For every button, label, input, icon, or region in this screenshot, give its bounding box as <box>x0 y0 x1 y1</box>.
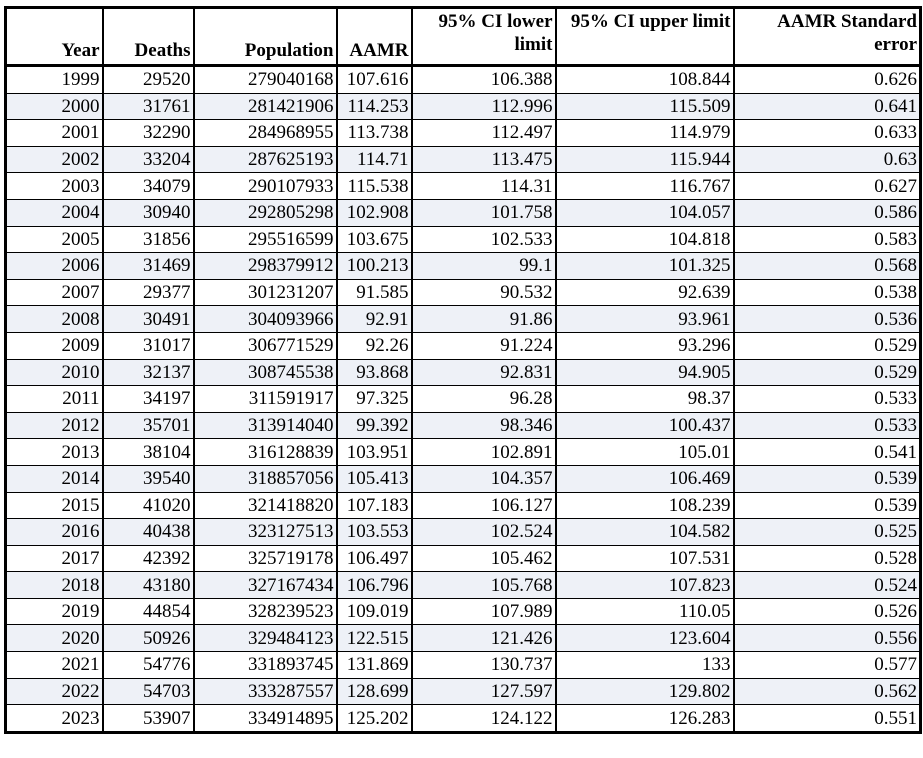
cell-population: 331893745 <box>194 652 337 679</box>
table-row <box>6 199 921 226</box>
cell-ci-upper: 104.057 <box>556 199 734 226</box>
cell-aamr: 131.869 <box>337 652 412 679</box>
cell-standard-error: 0.524 <box>734 572 921 599</box>
cell-population: 306771529 <box>194 332 337 359</box>
cell-standard-error: 0.533 <box>734 386 921 413</box>
cell-population: 284968955 <box>194 120 337 147</box>
cell-population: 281421906 <box>194 93 337 120</box>
table-row <box>6 598 921 625</box>
cell-year: 2009 <box>6 332 103 359</box>
table-row <box>6 412 921 439</box>
cell-aamr: 103.951 <box>337 439 412 466</box>
cell-aamr: 92.26 <box>337 332 412 359</box>
cell-population: 313914040 <box>194 412 337 439</box>
cell-standard-error: 0.551 <box>734 705 921 733</box>
table-row <box>6 226 921 253</box>
cell-year: 2007 <box>6 279 103 306</box>
cell-year: 2010 <box>6 359 103 386</box>
header-deaths: Deaths <box>103 8 194 66</box>
table-row <box>6 93 921 120</box>
cell-deaths: 31761 <box>103 93 194 120</box>
header-row <box>6 8 921 66</box>
cell-standard-error: 0.583 <box>734 226 921 253</box>
table-row <box>6 173 921 200</box>
cell-standard-error: 0.528 <box>734 545 921 572</box>
header-standard-error: AAMR Standard error <box>734 8 921 66</box>
cell-population: 290107933 <box>194 173 337 200</box>
cell-standard-error: 0.536 <box>734 306 921 333</box>
cell-ci-lower: 130.737 <box>412 652 556 679</box>
table-row <box>6 120 921 147</box>
cell-ci-upper: 107.823 <box>556 572 734 599</box>
cell-standard-error: 0.586 <box>734 199 921 226</box>
cell-deaths: 30491 <box>103 306 194 333</box>
cell-aamr: 103.675 <box>337 226 412 253</box>
cell-population: 295516599 <box>194 226 337 253</box>
cell-deaths: 40438 <box>103 519 194 546</box>
cell-year: 2020 <box>6 625 103 652</box>
header-ci-upper: 95% CI upper limit <box>556 8 734 66</box>
cell-deaths: 44854 <box>103 598 194 625</box>
cell-population: 292805298 <box>194 199 337 226</box>
cell-deaths: 43180 <box>103 572 194 599</box>
cell-population: 328239523 <box>194 598 337 625</box>
cell-ci-lower: 106.388 <box>412 66 556 94</box>
cell-population: 333287557 <box>194 678 337 705</box>
table-row <box>6 279 921 306</box>
cell-ci-lower: 114.31 <box>412 173 556 200</box>
cell-aamr: 122.515 <box>337 625 412 652</box>
cell-year: 2006 <box>6 253 103 280</box>
cell-aamr: 107.183 <box>337 492 412 519</box>
cell-aamr: 106.796 <box>337 572 412 599</box>
cell-year: 2013 <box>6 439 103 466</box>
cell-ci-lower: 106.127 <box>412 492 556 519</box>
mortality-data-table <box>4 6 922 734</box>
cell-standard-error: 0.529 <box>734 359 921 386</box>
cell-year: 2018 <box>6 572 103 599</box>
cell-standard-error: 0.541 <box>734 439 921 466</box>
cell-year: 2021 <box>6 652 103 679</box>
cell-aamr: 105.413 <box>337 465 412 492</box>
cell-year: 2005 <box>6 226 103 253</box>
table-row <box>6 572 921 599</box>
cell-ci-upper: 123.604 <box>556 625 734 652</box>
table-row <box>6 332 921 359</box>
cell-ci-upper: 100.437 <box>556 412 734 439</box>
header-aamr: AAMR <box>337 8 412 66</box>
cell-ci-lower: 113.475 <box>412 146 556 173</box>
table-row <box>6 253 921 280</box>
cell-deaths: 33204 <box>103 146 194 173</box>
cell-population: 279040168 <box>194 66 337 94</box>
cell-standard-error: 0.626 <box>734 66 921 94</box>
cell-population: 321418820 <box>194 492 337 519</box>
cell-deaths: 34079 <box>103 173 194 200</box>
cell-deaths: 31017 <box>103 332 194 359</box>
cell-standard-error: 0.633 <box>734 120 921 147</box>
cell-year: 2001 <box>6 120 103 147</box>
cell-ci-upper: 108.844 <box>556 66 734 94</box>
table-row <box>6 146 921 173</box>
cell-population: 323127513 <box>194 519 337 546</box>
cell-ci-lower: 127.597 <box>412 678 556 705</box>
cell-aamr: 93.868 <box>337 359 412 386</box>
header-population: Population <box>194 8 337 66</box>
cell-year: 2000 <box>6 93 103 120</box>
cell-standard-error: 0.525 <box>734 519 921 546</box>
cell-standard-error: 0.641 <box>734 93 921 120</box>
cell-deaths: 31856 <box>103 226 194 253</box>
cell-ci-lower: 102.891 <box>412 439 556 466</box>
cell-ci-lower: 104.357 <box>412 465 556 492</box>
cell-aamr: 113.738 <box>337 120 412 147</box>
cell-deaths: 32290 <box>103 120 194 147</box>
cell-population: 298379912 <box>194 253 337 280</box>
cell-aamr: 102.908 <box>337 199 412 226</box>
cell-deaths: 53907 <box>103 705 194 733</box>
cell-ci-upper: 105.01 <box>556 439 734 466</box>
cell-year: 2008 <box>6 306 103 333</box>
table-row <box>6 705 921 733</box>
cell-standard-error: 0.556 <box>734 625 921 652</box>
cell-ci-upper: 93.961 <box>556 306 734 333</box>
cell-population: 308745538 <box>194 359 337 386</box>
cell-ci-upper: 110.05 <box>556 598 734 625</box>
cell-ci-lower: 102.524 <box>412 519 556 546</box>
cell-population: 287625193 <box>194 146 337 173</box>
cell-deaths: 30940 <box>103 199 194 226</box>
cell-ci-lower: 102.533 <box>412 226 556 253</box>
cell-ci-upper: 104.818 <box>556 226 734 253</box>
table-row <box>6 306 921 333</box>
cell-ci-lower: 90.532 <box>412 279 556 306</box>
cell-ci-lower: 105.462 <box>412 545 556 572</box>
cell-aamr: 107.616 <box>337 66 412 94</box>
table-row <box>6 492 921 519</box>
cell-standard-error: 0.577 <box>734 652 921 679</box>
cell-deaths: 54776 <box>103 652 194 679</box>
cell-population: 329484123 <box>194 625 337 652</box>
cell-ci-lower: 91.224 <box>412 332 556 359</box>
cell-standard-error: 0.539 <box>734 465 921 492</box>
cell-year: 1999 <box>6 66 103 94</box>
table-row <box>6 439 921 466</box>
cell-year: 2012 <box>6 412 103 439</box>
table-row <box>6 625 921 652</box>
cell-standard-error: 0.63 <box>734 146 921 173</box>
cell-deaths: 29520 <box>103 66 194 94</box>
cell-population: 318857056 <box>194 465 337 492</box>
cell-deaths: 34197 <box>103 386 194 413</box>
cell-population: 334914895 <box>194 705 337 733</box>
cell-ci-upper: 107.531 <box>556 545 734 572</box>
cell-aamr: 99.392 <box>337 412 412 439</box>
cell-aamr: 91.585 <box>337 279 412 306</box>
cell-standard-error: 0.526 <box>734 598 921 625</box>
cell-year: 2015 <box>6 492 103 519</box>
cell-aamr: 128.699 <box>337 678 412 705</box>
cell-ci-upper: 116.767 <box>556 173 734 200</box>
cell-standard-error: 0.568 <box>734 253 921 280</box>
cell-ci-upper: 98.37 <box>556 386 734 413</box>
cell-aamr: 100.213 <box>337 253 412 280</box>
cell-ci-lower: 112.996 <box>412 93 556 120</box>
table-row <box>6 678 921 705</box>
cell-ci-lower: 107.989 <box>412 598 556 625</box>
cell-ci-lower: 105.768 <box>412 572 556 599</box>
cell-aamr: 114.253 <box>337 93 412 120</box>
cell-ci-upper: 115.509 <box>556 93 734 120</box>
table-row <box>6 545 921 572</box>
cell-aamr: 97.325 <box>337 386 412 413</box>
header-year: Year <box>6 8 103 66</box>
cell-standard-error: 0.538 <box>734 279 921 306</box>
cell-deaths: 31469 <box>103 253 194 280</box>
cell-year: 2014 <box>6 465 103 492</box>
cell-ci-lower: 92.831 <box>412 359 556 386</box>
cell-year: 2022 <box>6 678 103 705</box>
cell-year: 2003 <box>6 173 103 200</box>
cell-ci-upper: 126.283 <box>556 705 734 733</box>
cell-deaths: 42392 <box>103 545 194 572</box>
cell-deaths: 35701 <box>103 412 194 439</box>
cell-aamr: 114.71 <box>337 146 412 173</box>
cell-year: 2002 <box>6 146 103 173</box>
cell-aamr: 115.538 <box>337 173 412 200</box>
cell-aamr: 103.553 <box>337 519 412 546</box>
cell-aamr: 109.019 <box>337 598 412 625</box>
table-row <box>6 66 921 94</box>
cell-standard-error: 0.562 <box>734 678 921 705</box>
cell-deaths: 50926 <box>103 625 194 652</box>
cell-standard-error: 0.539 <box>734 492 921 519</box>
cell-ci-lower: 121.426 <box>412 625 556 652</box>
cell-population: 327167434 <box>194 572 337 599</box>
cell-ci-upper: 115.944 <box>556 146 734 173</box>
cell-population: 311591917 <box>194 386 337 413</box>
cell-year: 2017 <box>6 545 103 572</box>
cell-deaths: 41020 <box>103 492 194 519</box>
table-body <box>6 66 921 733</box>
cell-ci-lower: 101.758 <box>412 199 556 226</box>
cell-year: 2023 <box>6 705 103 733</box>
cell-ci-lower: 124.122 <box>412 705 556 733</box>
cell-deaths: 54703 <box>103 678 194 705</box>
table-row <box>6 519 921 546</box>
cell-year: 2004 <box>6 199 103 226</box>
header-ci-lower: 95% CI lower limit <box>412 8 556 66</box>
cell-standard-error: 0.627 <box>734 173 921 200</box>
cell-aamr: 125.202 <box>337 705 412 733</box>
cell-ci-upper: 101.325 <box>556 253 734 280</box>
table-row <box>6 386 921 413</box>
cell-aamr: 92.91 <box>337 306 412 333</box>
cell-ci-upper: 108.239 <box>556 492 734 519</box>
cell-ci-upper: 104.582 <box>556 519 734 546</box>
cell-ci-upper: 133 <box>556 652 734 679</box>
cell-ci-upper: 129.802 <box>556 678 734 705</box>
cell-standard-error: 0.533 <box>734 412 921 439</box>
cell-population: 325719178 <box>194 545 337 572</box>
cell-population: 304093966 <box>194 306 337 333</box>
cell-ci-upper: 114.979 <box>556 120 734 147</box>
table-row <box>6 465 921 492</box>
cell-population: 316128839 <box>194 439 337 466</box>
cell-ci-upper: 94.905 <box>556 359 734 386</box>
cell-deaths: 38104 <box>103 439 194 466</box>
cell-deaths: 29377 <box>103 279 194 306</box>
cell-deaths: 39540 <box>103 465 194 492</box>
cell-ci-upper: 93.296 <box>556 332 734 359</box>
cell-ci-upper: 106.469 <box>556 465 734 492</box>
table-row <box>6 652 921 679</box>
cell-standard-error: 0.529 <box>734 332 921 359</box>
cell-ci-lower: 112.497 <box>412 120 556 147</box>
cell-year: 2016 <box>6 519 103 546</box>
cell-ci-lower: 91.86 <box>412 306 556 333</box>
cell-ci-lower: 96.28 <box>412 386 556 413</box>
cell-ci-upper: 92.639 <box>556 279 734 306</box>
cell-population: 301231207 <box>194 279 337 306</box>
cell-ci-lower: 98.346 <box>412 412 556 439</box>
cell-year: 2011 <box>6 386 103 413</box>
cell-aamr: 106.497 <box>337 545 412 572</box>
table-row <box>6 359 921 386</box>
cell-deaths: 32137 <box>103 359 194 386</box>
cell-ci-lower: 99.1 <box>412 253 556 280</box>
cell-year: 2019 <box>6 598 103 625</box>
